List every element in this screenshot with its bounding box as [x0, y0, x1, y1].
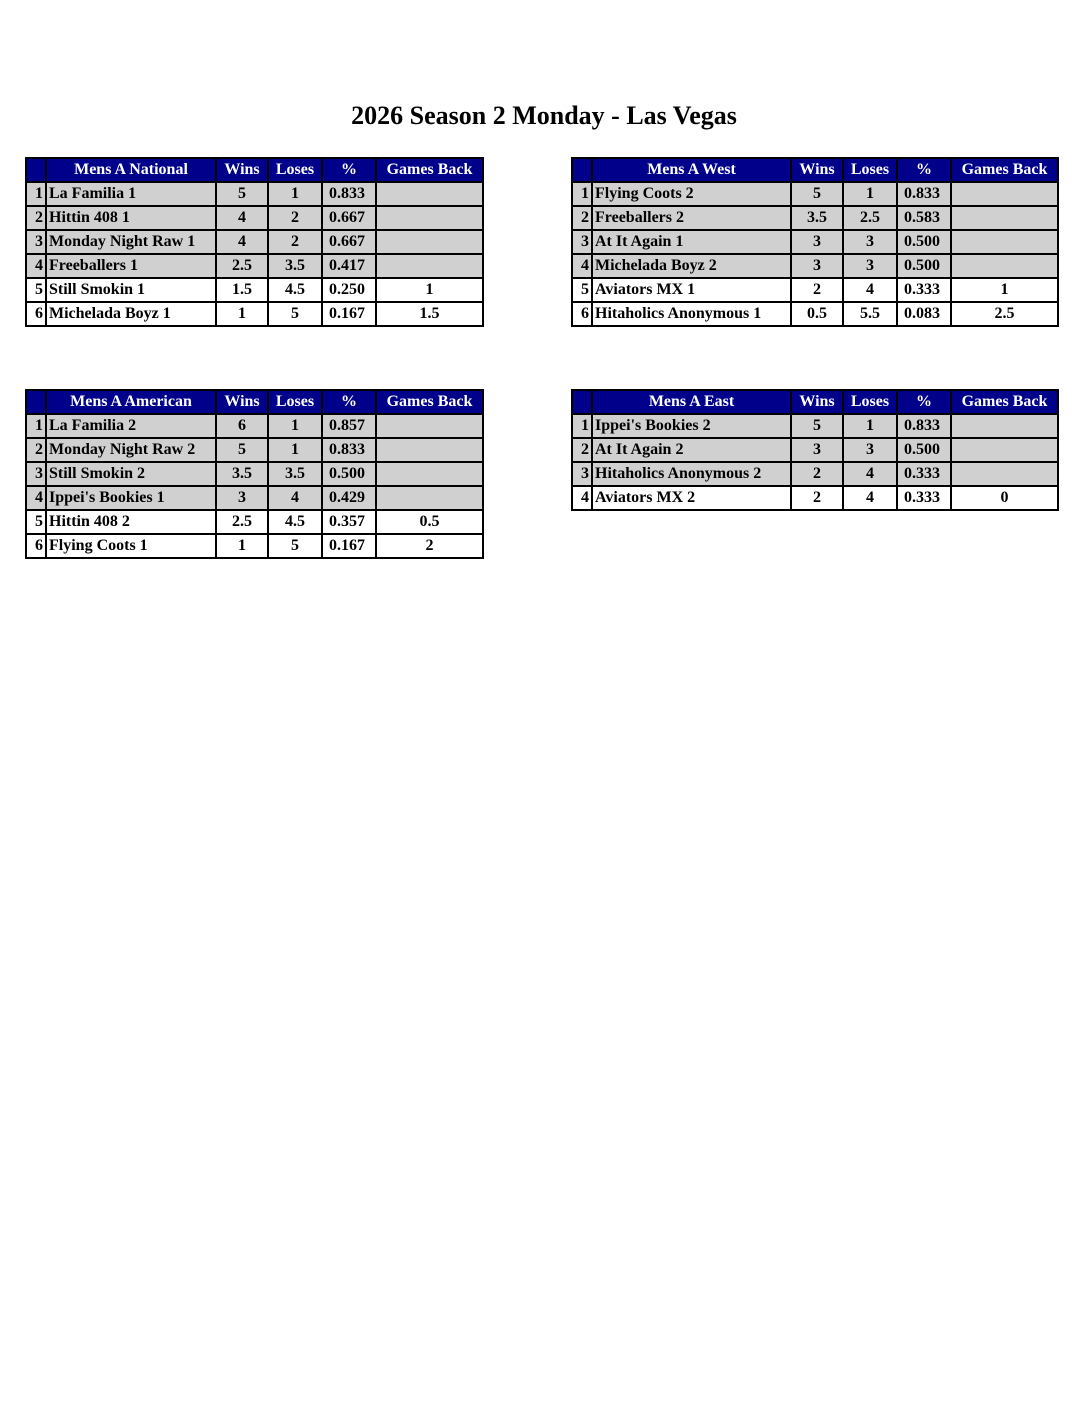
pct-cell: 0.833	[897, 414, 951, 438]
loses-cell: 4	[268, 486, 322, 510]
loses-cell: 4	[843, 278, 897, 302]
loses-cell: 3.5	[268, 254, 322, 278]
team-cell: La Familia 1	[46, 182, 216, 206]
wins-cell: 1	[216, 302, 268, 326]
pct-cell: 0.857	[322, 414, 376, 438]
pct-cell: 0.667	[322, 230, 376, 254]
wins-header: Wins	[216, 158, 268, 182]
loses-cell: 2	[268, 206, 322, 230]
games-back-cell	[376, 230, 483, 254]
games-back-cell: 2.5	[951, 302, 1058, 326]
rank-cell: 1	[26, 414, 46, 438]
rank-cell: 3	[26, 230, 46, 254]
table-row	[572, 254, 1058, 278]
games-back-header: Games Back	[376, 390, 483, 414]
pct-cell: 0.667	[322, 206, 376, 230]
pct-cell: 0.833	[897, 182, 951, 206]
games-back-cell	[376, 254, 483, 278]
games-back-cell	[951, 182, 1058, 206]
rank-cell: 6	[26, 302, 46, 326]
wins-header: Wins	[791, 390, 843, 414]
table-header-row	[26, 158, 483, 182]
loses-cell: 1	[268, 414, 322, 438]
loses-header: Loses	[843, 390, 897, 414]
loses-cell: 1	[268, 182, 322, 206]
team-cell: Freeballers 2	[592, 206, 791, 230]
rank-cell: 6	[26, 534, 46, 558]
games-back-cell: 0.5	[376, 510, 483, 534]
loses-header: Loses	[268, 390, 322, 414]
games-back-cell	[376, 486, 483, 510]
team-cell: Ippei's Bookies 2	[592, 414, 791, 438]
loses-cell: 5	[268, 534, 322, 558]
pct-header: %	[322, 158, 376, 182]
pct-cell: 0.429	[322, 486, 376, 510]
wins-header: Wins	[216, 390, 268, 414]
division-header: Mens A East	[592, 390, 791, 414]
team-cell: Hittin 408 1	[46, 206, 216, 230]
team-cell: Hitaholics Anonymous 1	[592, 302, 791, 326]
games-back-cell	[951, 206, 1058, 230]
team-cell: Hittin 408 2	[46, 510, 216, 534]
games-back-cell: 0	[951, 486, 1058, 510]
standings-table-national	[25, 157, 484, 327]
team-cell: Aviators MX 2	[592, 486, 791, 510]
rank-cell: 3	[572, 230, 592, 254]
rank-cell: 2	[572, 438, 592, 462]
wins-cell: 3	[791, 254, 843, 278]
wins-cell: 1.5	[216, 278, 268, 302]
loses-cell: 3	[843, 438, 897, 462]
loses-cell: 4	[843, 486, 897, 510]
table-row	[26, 230, 483, 254]
games-back-cell: 1	[376, 278, 483, 302]
rank-cell: 5	[26, 510, 46, 534]
table-row	[26, 254, 483, 278]
wins-cell: 6	[216, 414, 268, 438]
team-cell: Still Smokin 2	[46, 462, 216, 486]
pct-cell: 0.333	[897, 278, 951, 302]
games-back-cell: 1	[951, 278, 1058, 302]
pct-header: %	[897, 390, 951, 414]
table-header-row	[572, 390, 1058, 414]
rank-header	[26, 158, 46, 182]
table-row	[572, 278, 1058, 302]
games-back-cell	[951, 414, 1058, 438]
wins-cell: 1	[216, 534, 268, 558]
table-row	[572, 414, 1058, 438]
wins-cell: 2	[791, 278, 843, 302]
table-row	[572, 182, 1058, 206]
wins-cell: 2.5	[216, 254, 268, 278]
games-back-header: Games Back	[376, 158, 483, 182]
pct-cell: 0.167	[322, 302, 376, 326]
loses-cell: 3	[843, 254, 897, 278]
loses-cell: 2	[268, 230, 322, 254]
rank-cell: 6	[572, 302, 592, 326]
team-cell: Michelada Boyz 1	[46, 302, 216, 326]
games-back-cell	[951, 462, 1058, 486]
table-row	[26, 534, 483, 558]
team-cell: Flying Coots 1	[46, 534, 216, 558]
wins-cell: 3	[791, 230, 843, 254]
team-cell: Michelada Boyz 2	[592, 254, 791, 278]
team-cell: Monday Night Raw 1	[46, 230, 216, 254]
pct-cell: 0.500	[897, 254, 951, 278]
loses-cell: 4.5	[268, 510, 322, 534]
wins-header: Wins	[791, 158, 843, 182]
pct-cell: 0.083	[897, 302, 951, 326]
games-back-cell	[376, 206, 483, 230]
pct-cell: 0.333	[897, 462, 951, 486]
wins-cell: 2.5	[216, 510, 268, 534]
team-cell: Hitaholics Anonymous 2	[592, 462, 791, 486]
rank-header	[572, 390, 592, 414]
loses-cell: 3	[843, 230, 897, 254]
games-back-cell	[951, 438, 1058, 462]
rank-header	[26, 390, 46, 414]
pct-cell: 0.333	[897, 486, 951, 510]
loses-cell: 4.5	[268, 278, 322, 302]
table-header-row	[572, 158, 1058, 182]
pct-cell: 0.583	[897, 206, 951, 230]
table-row	[26, 510, 483, 534]
games-back-cell	[376, 462, 483, 486]
team-cell: Aviators MX 1	[592, 278, 791, 302]
games-back-cell	[376, 414, 483, 438]
table-row	[572, 230, 1058, 254]
pct-header: %	[322, 390, 376, 414]
table-row	[572, 486, 1058, 510]
wins-cell: 5	[791, 182, 843, 206]
division-header: Mens A West	[592, 158, 791, 182]
pct-cell: 0.417	[322, 254, 376, 278]
rank-cell: 1	[572, 414, 592, 438]
loses-cell: 1	[843, 182, 897, 206]
games-back-cell	[951, 254, 1058, 278]
games-back-header: Games Back	[951, 390, 1058, 414]
page-title: 2026 Season 2 Monday - Las Vegas	[351, 101, 737, 130]
table-row	[572, 206, 1058, 230]
pct-cell: 0.250	[322, 278, 376, 302]
rank-cell: 2	[26, 438, 46, 462]
pct-cell: 0.357	[322, 510, 376, 534]
games-back-cell	[376, 182, 483, 206]
table-row	[26, 182, 483, 206]
team-cell: Flying Coots 2	[592, 182, 791, 206]
table-row	[26, 278, 483, 302]
team-cell: Still Smokin 1	[46, 278, 216, 302]
wins-cell: 4	[216, 230, 268, 254]
table-row	[26, 462, 483, 486]
team-cell: Monday Night Raw 2	[46, 438, 216, 462]
wins-cell: 5	[216, 182, 268, 206]
rank-cell: 4	[572, 486, 592, 510]
loses-cell: 2.5	[843, 206, 897, 230]
rank-cell: 1	[572, 182, 592, 206]
rank-cell: 2	[572, 206, 592, 230]
loses-cell: 3.5	[268, 462, 322, 486]
division-header: Mens A National	[46, 158, 216, 182]
team-cell: At It Again 2	[592, 438, 791, 462]
rank-cell: 2	[26, 206, 46, 230]
table-row	[26, 206, 483, 230]
wins-cell: 4	[216, 206, 268, 230]
table-row	[26, 414, 483, 438]
pct-cell: 0.833	[322, 182, 376, 206]
loses-cell: 5.5	[843, 302, 897, 326]
wins-cell: 3	[791, 438, 843, 462]
games-back-cell: 1.5	[376, 302, 483, 326]
games-back-cell: 2	[376, 534, 483, 558]
loses-cell: 4	[843, 462, 897, 486]
standings-table-east	[571, 389, 1059, 511]
loses-header: Loses	[268, 158, 322, 182]
wins-cell: 0.5	[791, 302, 843, 326]
table-row	[26, 438, 483, 462]
table-row	[572, 438, 1058, 462]
wins-cell: 2	[791, 486, 843, 510]
team-cell: Ippei's Bookies 1	[46, 486, 216, 510]
rank-cell: 4	[26, 254, 46, 278]
table-header-row	[26, 390, 483, 414]
table-row	[26, 486, 483, 510]
wins-cell: 3.5	[791, 206, 843, 230]
rank-cell: 4	[572, 254, 592, 278]
games-back-header: Games Back	[951, 158, 1058, 182]
team-cell: La Familia 2	[46, 414, 216, 438]
pct-header: %	[897, 158, 951, 182]
team-cell: Freeballers 1	[46, 254, 216, 278]
loses-header: Loses	[843, 158, 897, 182]
table-row	[26, 302, 483, 326]
pct-cell: 0.833	[322, 438, 376, 462]
loses-cell: 1	[268, 438, 322, 462]
rank-cell: 5	[572, 278, 592, 302]
pct-cell: 0.500	[897, 438, 951, 462]
table-row	[572, 462, 1058, 486]
wins-cell: 5	[216, 438, 268, 462]
wins-cell: 3	[216, 486, 268, 510]
pct-cell: 0.167	[322, 534, 376, 558]
games-back-cell	[376, 438, 483, 462]
rank-cell: 5	[26, 278, 46, 302]
wins-cell: 3.5	[216, 462, 268, 486]
team-cell: At It Again 1	[592, 230, 791, 254]
loses-cell: 5	[268, 302, 322, 326]
wins-cell: 5	[791, 414, 843, 438]
pct-cell: 0.500	[322, 462, 376, 486]
rank-cell: 3	[26, 462, 46, 486]
table-row	[572, 302, 1058, 326]
games-back-cell	[951, 230, 1058, 254]
standings-table-american	[25, 389, 484, 559]
loses-cell: 1	[843, 414, 897, 438]
division-header: Mens A American	[46, 390, 216, 414]
rank-cell: 4	[26, 486, 46, 510]
rank-header	[572, 158, 592, 182]
rank-cell: 1	[26, 182, 46, 206]
wins-cell: 2	[791, 462, 843, 486]
pct-cell: 0.500	[897, 230, 951, 254]
rank-cell: 3	[572, 462, 592, 486]
standings-table-west	[571, 157, 1059, 327]
